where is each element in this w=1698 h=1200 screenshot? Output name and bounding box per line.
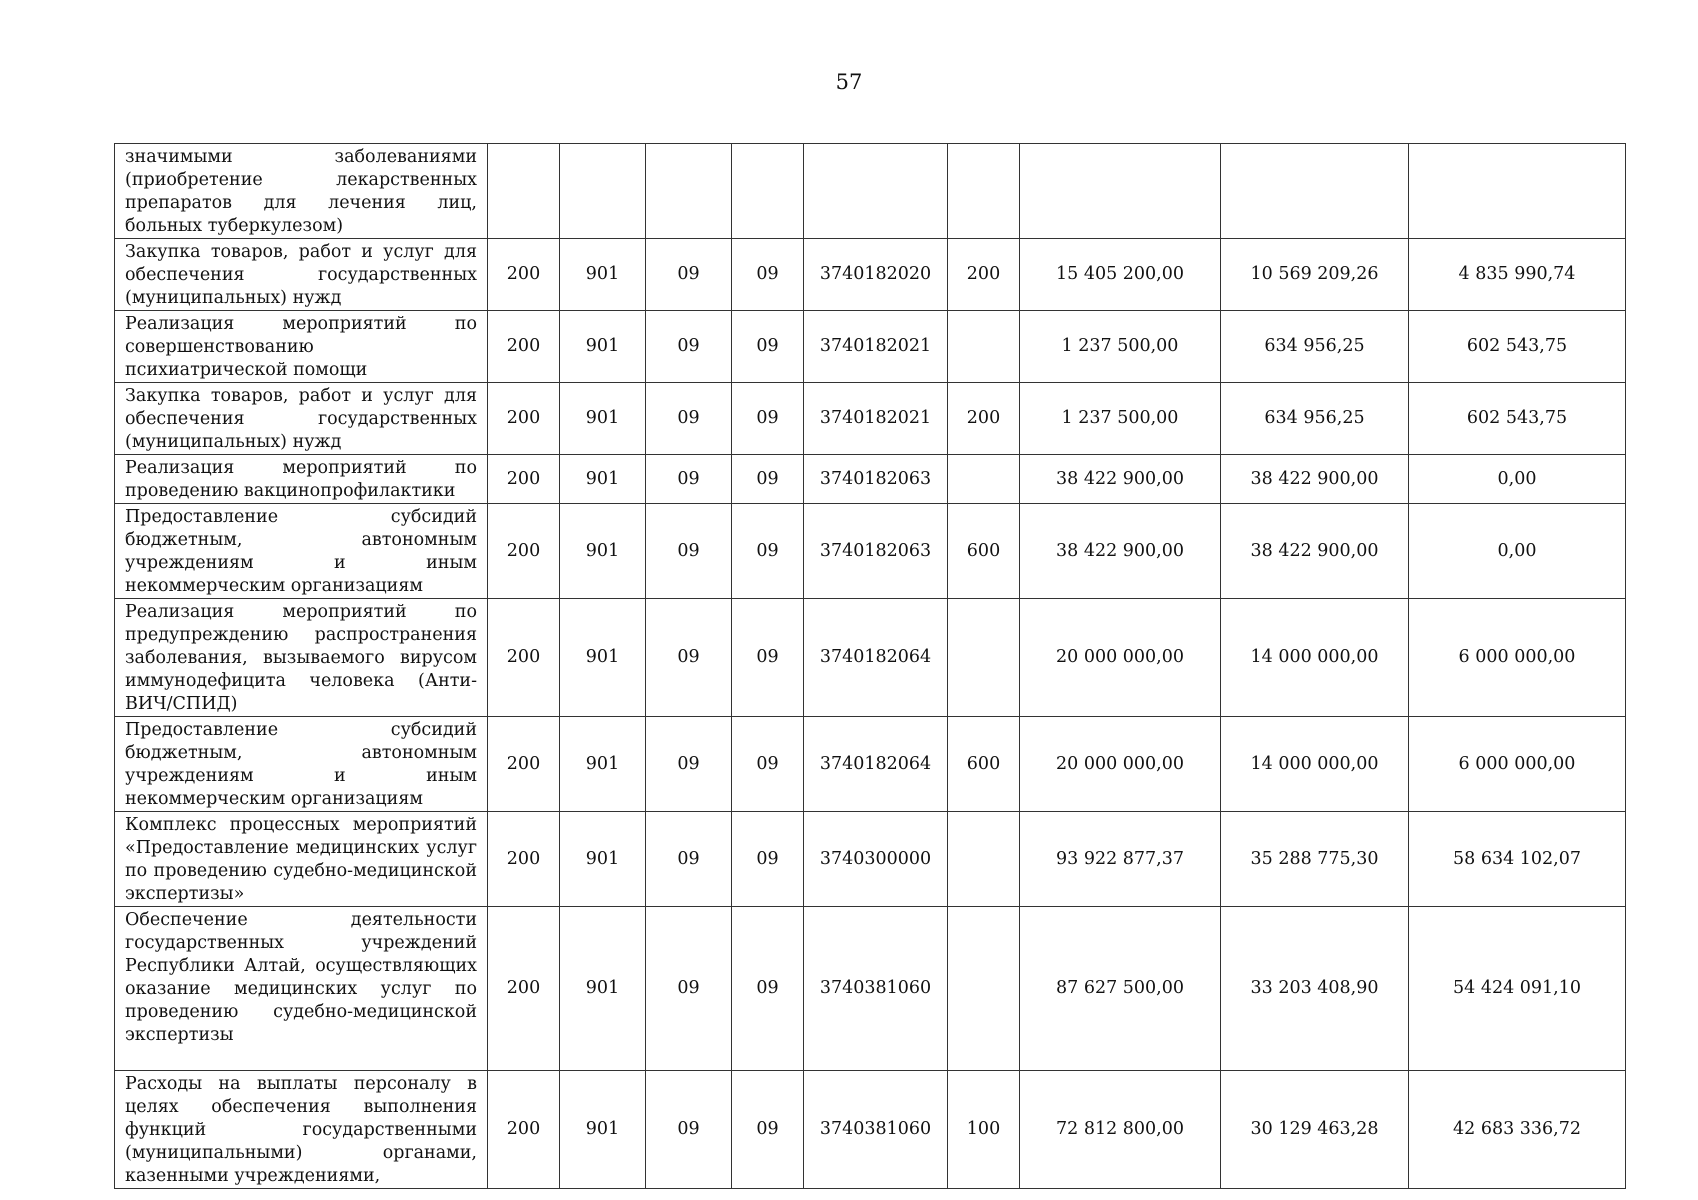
cell-amount-3: 4 835 990,74 <box>1409 239 1626 311</box>
table-row <box>115 1071 1626 1189</box>
cell-amount-1: 20 000 000,00 <box>1020 717 1221 812</box>
cell-code-2: 901 <box>560 383 646 455</box>
cell-target-code: 3740300000 <box>804 812 948 907</box>
cell-code-3: 09 <box>646 812 732 907</box>
cell-target-code <box>804 144 948 239</box>
cell-amount-1: 38 422 900,00 <box>1020 455 1221 504</box>
cell-amount-1: 20 000 000,00 <box>1020 599 1221 717</box>
cell-target-code: 3740182064 <box>804 599 948 717</box>
cell-target-code: 3740381060 <box>804 1071 948 1189</box>
cell-expense-type <box>948 812 1020 907</box>
table-row <box>115 144 1626 239</box>
cell-code-4 <box>732 144 804 239</box>
cell-code-1: 200 <box>488 717 560 812</box>
cell-amount-2: 634 956,25 <box>1221 383 1409 455</box>
cell-code-2: 901 <box>560 599 646 717</box>
cell-target-code: 3740182064 <box>804 717 948 812</box>
cell-code-2: 901 <box>560 812 646 907</box>
cell-expense-type: 200 <box>948 383 1020 455</box>
cell-code-3: 09 <box>646 311 732 383</box>
cell-code-4: 09 <box>732 311 804 383</box>
row-description: Закупка товаров, работ и услуг для обеспечения государственных (муниципальных) нужд <box>115 383 488 455</box>
cell-code-1: 200 <box>488 455 560 504</box>
cell-amount-3: 58 634 102,07 <box>1409 812 1626 907</box>
cell-code-1: 200 <box>488 311 560 383</box>
cell-code-2: 901 <box>560 907 646 1071</box>
table-body <box>115 144 1626 1189</box>
cell-expense-type <box>948 311 1020 383</box>
page-number: 57 <box>835 70 863 94</box>
table-row <box>115 812 1626 907</box>
cell-expense-type: 100 <box>948 1071 1020 1189</box>
cell-amount-3 <box>1409 144 1626 239</box>
table-row <box>115 311 1626 383</box>
cell-code-1: 200 <box>488 239 560 311</box>
table-row <box>115 907 1626 1071</box>
cell-code-1: 200 <box>488 812 560 907</box>
cell-amount-2: 14 000 000,00 <box>1221 717 1409 812</box>
cell-target-code: 3740182021 <box>804 383 948 455</box>
cell-expense-type <box>948 455 1020 504</box>
cell-amount-3: 602 543,75 <box>1409 311 1626 383</box>
row-description: Закупка товаров, работ и услуг для обеспечения государственных (муниципальных) нужд <box>115 239 488 311</box>
cell-amount-2: 30 129 463,28 <box>1221 1071 1409 1189</box>
cell-amount-3: 6 000 000,00 <box>1409 717 1626 812</box>
cell-code-3: 09 <box>646 599 732 717</box>
row-description: Предоставление субсидий бюджетным, автономным учреждениям и иным некоммерческим организациям <box>115 717 488 812</box>
row-description: Реализация мероприятий по предупреждению распространения заболевания, вызываемого вирусом иммунодефицита человека (Анти-ВИЧ/СПИД) <box>115 599 488 717</box>
cell-amount-2: 10 569 209,26 <box>1221 239 1409 311</box>
row-description: Комплекс процессных мероприятий «Предоставление медицинских услуг по проведению судебно-медицинской экспертизы» <box>115 812 488 907</box>
cell-code-3: 09 <box>646 717 732 812</box>
cell-amount-2: 38 422 900,00 <box>1221 455 1409 504</box>
cell-amount-1: 1 237 500,00 <box>1020 383 1221 455</box>
cell-amount-1: 87 627 500,00 <box>1020 907 1221 1071</box>
row-description: Реализация мероприятий по проведению вакцинопрофилактики <box>115 455 488 504</box>
cell-code-3: 09 <box>646 504 732 599</box>
cell-code-3: 09 <box>646 455 732 504</box>
cell-amount-1: 15 405 200,00 <box>1020 239 1221 311</box>
cell-amount-3: 0,00 <box>1409 504 1626 599</box>
budget-table <box>114 143 1626 1189</box>
cell-amount-1: 93 922 877,37 <box>1020 812 1221 907</box>
table-row <box>115 504 1626 599</box>
cell-code-4: 09 <box>732 504 804 599</box>
cell-target-code: 3740182021 <box>804 311 948 383</box>
cell-code-1: 200 <box>488 383 560 455</box>
cell-code-4: 09 <box>732 1071 804 1189</box>
cell-amount-2: 35 288 775,30 <box>1221 812 1409 907</box>
cell-target-code: 3740381060 <box>804 907 948 1071</box>
cell-code-2: 901 <box>560 717 646 812</box>
cell-code-1 <box>488 144 560 239</box>
cell-code-3: 09 <box>646 907 732 1071</box>
table-row <box>115 383 1626 455</box>
cell-code-1: 200 <box>488 1071 560 1189</box>
table-row <box>115 717 1626 812</box>
cell-code-4: 09 <box>732 812 804 907</box>
row-description: Предоставление субсидий бюджетным, автономным учреждениям и иным некоммерческим организациям <box>115 504 488 599</box>
cell-code-2: 901 <box>560 311 646 383</box>
cell-target-code: 3740182063 <box>804 504 948 599</box>
cell-amount-2: 33 203 408,90 <box>1221 907 1409 1071</box>
cell-code-2: 901 <box>560 455 646 504</box>
cell-target-code: 3740182063 <box>804 455 948 504</box>
cell-code-4: 09 <box>732 907 804 1071</box>
cell-code-3: 09 <box>646 1071 732 1189</box>
cell-expense-type: 600 <box>948 717 1020 812</box>
cell-code-2 <box>560 144 646 239</box>
cell-code-1: 200 <box>488 907 560 1071</box>
cell-code-3: 09 <box>646 239 732 311</box>
cell-code-3 <box>646 144 732 239</box>
cell-code-4: 09 <box>732 239 804 311</box>
cell-expense-type <box>948 144 1020 239</box>
cell-amount-1 <box>1020 144 1221 239</box>
cell-code-1: 200 <box>488 599 560 717</box>
cell-expense-type: 600 <box>948 504 1020 599</box>
cell-amount-1: 72 812 800,00 <box>1020 1071 1221 1189</box>
cell-amount-2 <box>1221 144 1409 239</box>
table-row <box>115 239 1626 311</box>
cell-code-4: 09 <box>732 455 804 504</box>
row-description: Реализация мероприятий по совершенствованию психиатрической помощи <box>115 311 488 383</box>
cell-amount-3: 54 424 091,10 <box>1409 907 1626 1071</box>
cell-amount-1: 1 237 500,00 <box>1020 311 1221 383</box>
cell-amount-2: 634 956,25 <box>1221 311 1409 383</box>
cell-target-code: 3740182020 <box>804 239 948 311</box>
cell-code-2: 901 <box>560 239 646 311</box>
row-description: значимыми заболеваниями (приобретение лекарственных препаратов для лечения лиц, больных туберкулезом) <box>115 144 488 239</box>
cell-code-2: 901 <box>560 504 646 599</box>
table-row <box>115 599 1626 717</box>
row-description: Расходы на выплаты персоналу в целях обеспечения выполнения функций государственными (муниципальными) органами, казенными учреждениями, <box>115 1071 488 1189</box>
cell-amount-2: 14 000 000,00 <box>1221 599 1409 717</box>
cell-expense-type <box>948 599 1020 717</box>
cell-code-2: 901 <box>560 1071 646 1189</box>
cell-amount-2: 38 422 900,00 <box>1221 504 1409 599</box>
cell-expense-type: 200 <box>948 239 1020 311</box>
cell-expense-type <box>948 907 1020 1071</box>
cell-code-3: 09 <box>646 383 732 455</box>
cell-code-4: 09 <box>732 599 804 717</box>
cell-amount-3: 6 000 000,00 <box>1409 599 1626 717</box>
cell-code-4: 09 <box>732 717 804 812</box>
cell-code-1: 200 <box>488 504 560 599</box>
cell-amount-3: 0,00 <box>1409 455 1626 504</box>
cell-amount-3: 602 543,75 <box>1409 383 1626 455</box>
table-row <box>115 455 1626 504</box>
cell-amount-3: 42 683 336,72 <box>1409 1071 1626 1189</box>
cell-code-4: 09 <box>732 383 804 455</box>
row-description: Обеспечение деятельности государственных учреждений Республики Алтай, осуществляющих оказание медицинских услуг по проведению судебно-медицинской экспертизы <box>115 907 488 1071</box>
cell-amount-1: 38 422 900,00 <box>1020 504 1221 599</box>
